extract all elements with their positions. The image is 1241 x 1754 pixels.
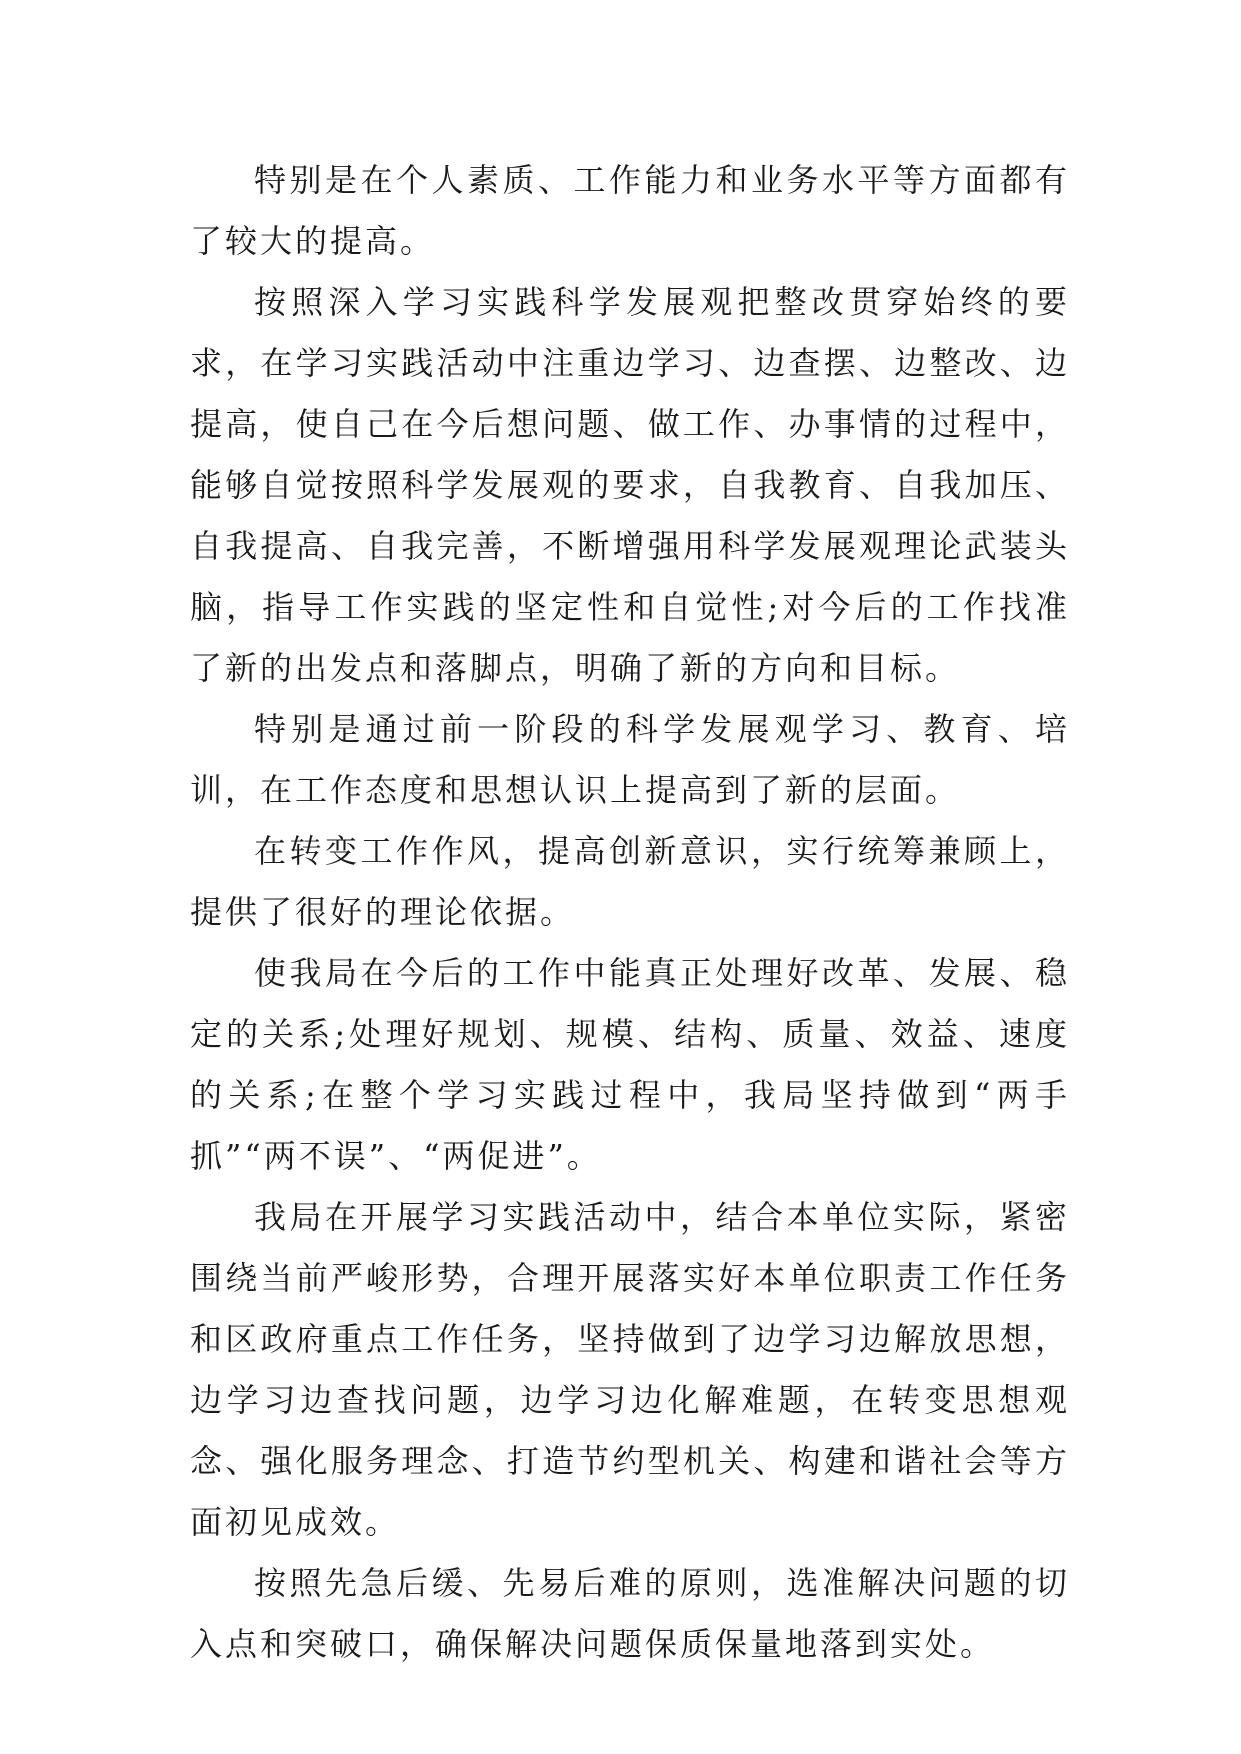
paragraph-6: 我局在开展学习实践活动中，结合本单位实际，紧密围绕当前严峻形势，合理开展落实好本单位职责工作任务和区政府重点工作任务，坚持做到了边学习边解放思想，边学习边查找问题，边学习边化解难题，在转变思想观念、强化服务理念、打造节约型机关、构建和谐社会等方面初见成效。 bbox=[190, 1198, 1070, 1541]
document-body bbox=[190, 150, 1070, 1675]
paragraph-3: 特别是通过前一阶段的科学发展观学习、教育、培训，在工作态度和思想认识上提高到了新的层面。 bbox=[190, 710, 1070, 809]
paragraph-4: 在转变工作作风，提高创新意识，实行统筹兼顾上，提供了很好的理论依据。 bbox=[190, 832, 1070, 931]
paragraph-7: 按照先急后缓、先易后难的原则，选准解决问题的切入点和突破口，确保解决问题保质保量地落到实处。 bbox=[190, 1564, 1070, 1663]
paragraph-2: 按照深入学习实践科学发展观把整改贯穿始终的要求，在学习实践活动中注重边学习、边查摆、边整改、边提高，使自己在今后想问题、做工作、办事情的过程中，能够自觉按照科学发展观的要求，自我教育、自我加压、自我提高、自我完善，不断增强用科学发展观理论武装头脑，指导工作实践的坚定性和自觉性;对今后的工作找准了新的出发点和落脚点，明确了新的方向和目标。 bbox=[190, 283, 1070, 687]
paragraph-5: 使我局在今后的工作中能真正处理好改革、发展、稳定的关系;处理好规划、规模、结构、质量、效益、速度的关系;在整个学习实践过程中，我局坚持做到“两手抓”“两不误”、“两促进”。 bbox=[190, 954, 1070, 1175]
paragraph-1: 特别是在个人素质、工作能力和业务水平等方面都有了较大的提高。 bbox=[190, 161, 1070, 260]
